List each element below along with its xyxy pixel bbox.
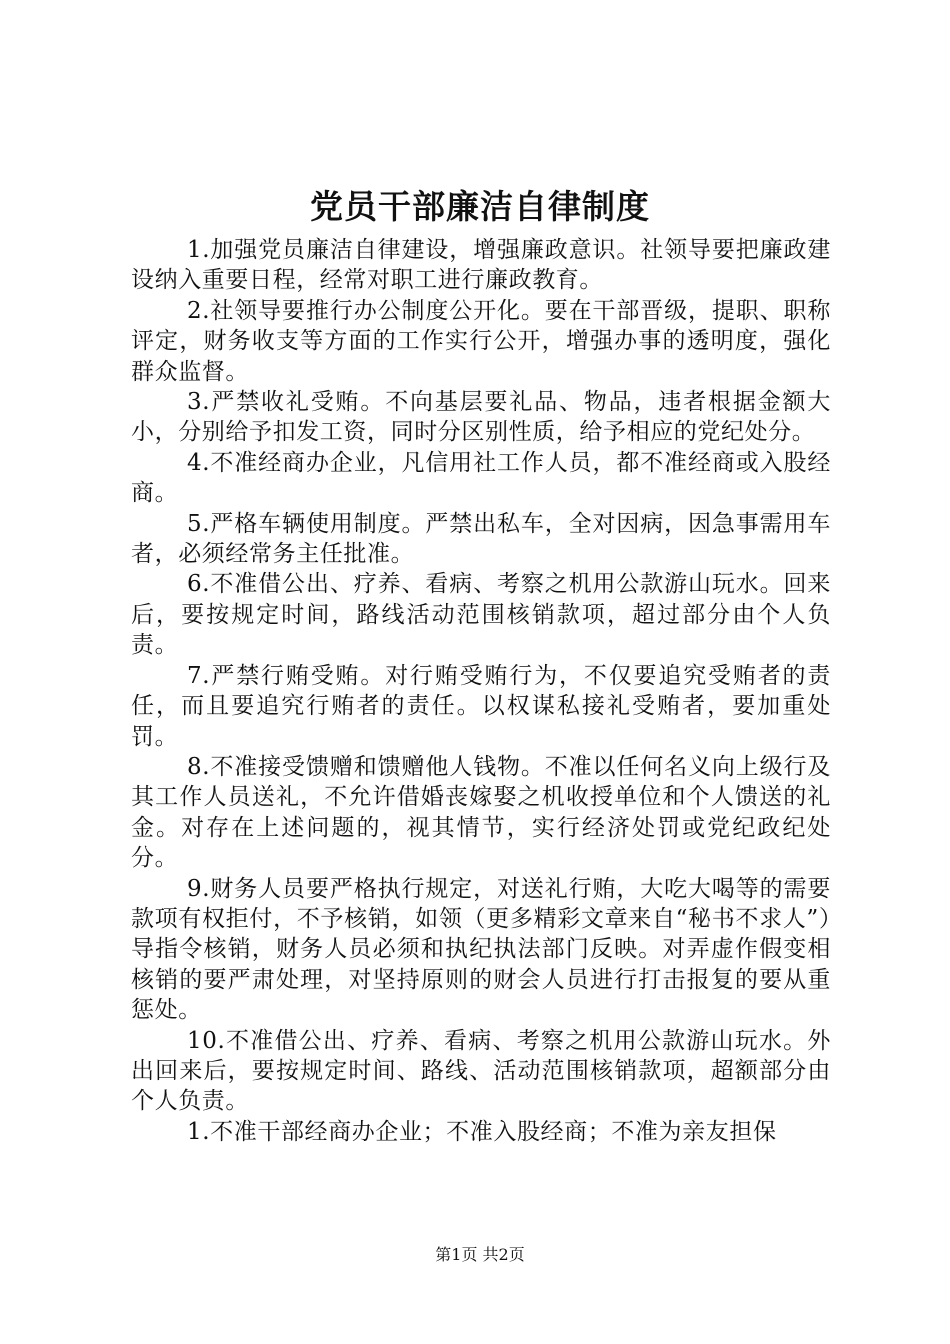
paragraph-7: 7.严禁行贿受贿。对行贿受贿行为，不仅要追究受贿者的责任，而且要追究行贿者的责任。以权谋私接礼受贿者，要加重处罚。 bbox=[131, 662, 831, 750]
paragraph-3: 3.严禁收礼受贿。不向基层要礼品、物品，违者根据金额大小，分别给予扣发工资，同时分区别性质，给予相应的党纪处分。 bbox=[131, 389, 831, 446]
paragraph-11: 1.不准干部经商办企业；不准入股经商；不准为亲友担保 bbox=[187, 1118, 777, 1145]
page-footer: 第1页 共2页 bbox=[435, 1245, 525, 1264]
document-body bbox=[131, 235, 831, 1147]
paragraph-2: 2.社领导要推行办公制度公开化。要在干部晋级，提职、职称评定，财务收支等方面的工作实行公开，增强办事的透明度，强化群众监督。 bbox=[131, 297, 831, 385]
paragraph-6: 6.不准借公出、疗养、看病、考察之机用公款游山玩水。回来后，要按规定时间，路线活动范围核销款项，超过部分由个人负责。 bbox=[131, 571, 831, 659]
paragraph-8: 8.不准接受馈赠和馈赠他人钱物。不准以任何名义向上级行及其工作人员送礼，不允许借婚丧嫁娶之机收授单位和个人馈送的礼金。对存在上述问题的，视其情节，实行经济处罚或党纪政纪处分。 bbox=[131, 753, 831, 872]
paragraph-4: 4.不准经商办企业，凡信用社工作人员，都不准经商或入股经商。 bbox=[131, 449, 831, 507]
paragraph-10: 10.不准借公出、疗养、看病、考察之机用公款游山玩水。外出回来后，要按规定时间、路线、活动范围核销款项，超额部分由个人负责。 bbox=[131, 1027, 831, 1115]
paragraph-5: 5.严格车辆使用制度。严禁出私车，全对因病，因急事需用车者，必须经常务主任批准。 bbox=[131, 510, 831, 568]
document-title: 党员干部廉洁自律制度 bbox=[310, 187, 650, 226]
paragraph-1: 1.加强党员廉洁自律建设，增强廉政意识。社领导要把廉政建设纳入重要日程，经常对职工进行廉政教育。 bbox=[131, 237, 831, 294]
paragraph-9: 9.财务人员要严格执行规定，对送礼行贿，大吃大喝等的需要款项有权拒付，不予核销，如领（更多精彩文章来自“秘书不求人”）导指令核销，财务人员必须和执纪执法部门反映。对弄虚作假变相核销的要严肃处理，对坚持原则的财会人员进行打击报复的要从重惩处。 bbox=[131, 875, 831, 1024]
